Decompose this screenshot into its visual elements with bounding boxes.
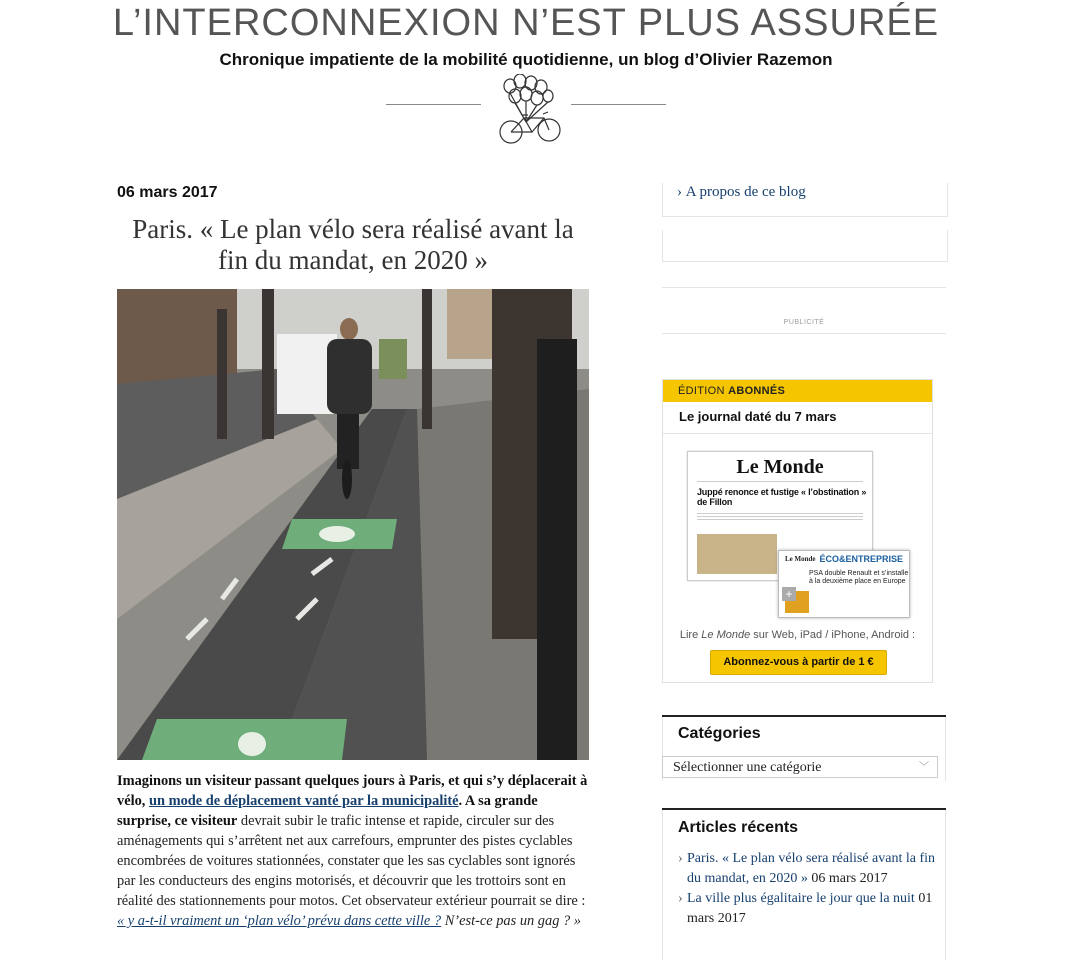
category-select[interactable]: [662, 756, 938, 778]
header-rule-right: [571, 104, 666, 105]
recent-articles-list: [678, 849, 938, 929]
post-date: 06 mars 2017: [117, 184, 218, 201]
recent-articles-title: Articles récents: [678, 819, 799, 836]
cover-photo: [697, 534, 777, 574]
post-quote-end: N’est-ce pas un gag ? »: [441, 913, 581, 929]
cover-rule: [697, 519, 863, 520]
ad-divider-top: [662, 287, 946, 288]
about-link-label: A propos de ce blog: [685, 184, 806, 200]
edition-label: ÉDITION: [678, 385, 729, 397]
subscriber-edition-header: [663, 380, 932, 402]
cover-rule: [697, 513, 863, 514]
post-body: [117, 771, 592, 931]
list-item: [678, 849, 938, 889]
recent-article-link[interactable]: La ville plus égalitaire le jour que la nuit: [687, 891, 915, 906]
post-lead-bold-2: . A sa grande surprise, ce visiteur: [117, 793, 538, 829]
link-plan-velo-quote[interactable]: « y a-t-il vraiment un ‘plan vélo’ prévu dans cette ville ?: [117, 913, 442, 929]
recent-article-link[interactable]: Paris. « Le plan vélo sera réalisé avant la fin du mandat, en 2020 »: [687, 851, 936, 886]
blog-title[interactable]: L’INTERCONNEXION N’EST PLUS ASSURÉE: [112, 2, 940, 44]
categories-title: Catégories: [678, 725, 761, 742]
lire-prefix: Lire: [679, 629, 702, 641]
lire-suffix: sur Web, iPad / iPhone, Android :: [750, 629, 916, 641]
supplement-masthead: Le Monde: [785, 555, 816, 563]
about-link[interactable]: › A propos de ce blog: [677, 184, 806, 200]
street-bike-lane-photo: [117, 289, 589, 760]
ad-label: PUBLICITÉ: [783, 319, 825, 326]
header-rule-left: [386, 104, 481, 105]
ad-divider-bottom: [662, 333, 946, 334]
recent-article-date: 06 mars 2017: [807, 871, 888, 886]
supplement-headline: PSA double Renault et s’installe à la deuxième place en Europe: [809, 570, 909, 585]
read-on-devices-text: [663, 629, 932, 641]
supplement-cover[interactable]: [778, 550, 910, 618]
abonnes-label: ABONNÉS: [728, 385, 786, 397]
about-box: [662, 183, 948, 217]
expand-plus-icon[interactable]: +: [782, 587, 796, 601]
sidebar-empty-box: [662, 230, 948, 262]
post-title[interactable]: Paris. « Le plan vélo sera réalisé avant la fin du mandat, en 2020 »: [132, 214, 574, 275]
post-lead-bold: Imaginons un visiteur passant quelques jours à Paris, et qui s’y déplacerait à vélo,: [117, 773, 588, 809]
list-item: [678, 889, 938, 929]
cover-rule: [697, 481, 863, 482]
journal-date-title[interactable]: Le journal daté du 7 mars: [663, 402, 932, 434]
subscriber-edition-box: [662, 379, 933, 683]
subscribe-button[interactable]: Abonnez-vous à partir de 1 €: [710, 650, 887, 675]
cover-rule: [697, 516, 863, 517]
blog-subtitle: Chronique impatiente de la mobilité quotidienne, un blog d’Olivier Razemon: [219, 50, 833, 69]
bicycle-balloons-icon[interactable]: [496, 74, 566, 152]
newspaper-masthead: Le Monde: [736, 456, 824, 478]
post-paragraph: devrait subir le trafic intense et rapide, circuler sur des aménagements qui s’arrêtent net aux carrefours, emprunter des pistes cyclables encombrées de voitures stationnées, constater que les sas cyclables sont ignorés par les conducteurs des engins motorisés, et découvrir que les trottoirs sont en réalité des stationnements pour motos. Cet observateur extérieur pourrait se dire :: [117, 813, 586, 909]
newspaper-headline: Juppé renonce et fustige « l’obstination » de Fillon: [697, 487, 867, 507]
categories-top-rule: [662, 715, 946, 717]
link-mode-deplacement[interactable]: un mode de déplacement vanté par la municipalité: [148, 793, 459, 809]
category-select-value: Sélectionner une catégorie: [673, 760, 822, 775]
chevron-down-icon: ﹀: [919, 762, 929, 773]
lire-le-monde: Le Monde: [701, 629, 751, 641]
supplement-tag: ÉCO&ENTREPRISE: [819, 554, 903, 564]
recent-articles-top-rule: [662, 808, 946, 810]
recent-article-date: 01 mars 2017: [687, 891, 933, 926]
